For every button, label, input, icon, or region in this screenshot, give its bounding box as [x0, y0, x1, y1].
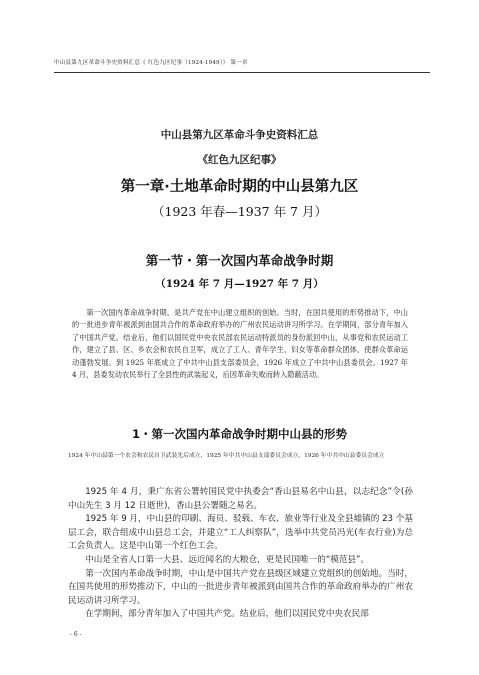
section-intro-paragraph: 第一次国内革命战争时期，是共产党在中山建立组织的创始。当时，在国共使用的形势推动下，中山的一批进步青年被派到由国共合作的革命政府举办的广州农民运动讲习所学习。在学期间，部分青年加入了中国共产党。结业后，他们以国民党中央农民部农民运动特派员的身份派回中山，从事党和农民运动工作，建立了县、区、乡农会和农民自卫军，成立了工人、青年学生、妇女等革命群众团体，使群众革命运动蓬勃发展。到 1925 年底成立了中共中山县支部委员会，1926 年成立了中共中山县委员会。1927 年 4 月，县委发动农民举行了全县性的武装起义，后因革命失败而转入隐蔽活动。 — [72, 308, 408, 380]
source-title: 中山县第九区革命斗争史资料汇总 — [160, 129, 319, 141]
subsection-title: 1・第一次国内革命战争时期中山县的形势 — [132, 427, 347, 441]
body-paragraph: 在学期间，部分青年加入了中国共产党。结业后，他们以国民党中央农民部 — [85, 609, 369, 620]
body-paragraph: 1925 年 4 月，秉广东省公署转国民党中执委会“香山县易名中山县，以志纪念”令(孙中山先生 3 月 12 日逝世)，香山县公署随之易名。 — [68, 487, 413, 511]
running-header: 中山县第九区革命斗争史资料汇总《 红色九区纪事（1924-1949）》 第一章 — [54, 60, 248, 66]
chapter-title: 第一章·土地革命时期的中山县第九区 — [120, 179, 359, 195]
body-text — [68, 482, 413, 622]
subsection-summary: 1924 年中山县第一个农会和农民自卫武装先后成立，1925 年中共中山县支部委员会成立，1926 年中共中山县委员会成立 — [68, 453, 385, 459]
section-date-range: （1924 年 7 月—1927 年 7 月） — [155, 278, 324, 290]
chapter-date-range: （1923 年春—1937 年 7 月） — [152, 204, 327, 219]
body-paragraph: 1925 年 9 月，中山县的印刷、海员、驳载、车衣、旅业等行业及全县墟镇的 23 个基层工会，联合组成中山县总工会，并建立“工人纠察队”，选举中共党员冯光(车衣行业)为总工会负责人。这是中山第一个红色工会。 — [68, 514, 413, 552]
body-paragraph: 第一次国内革命战争时期，中山是中国共产党在县级区域建立党组织的创始地。当时，在国共使用的形势推动下，中山的一批进步青年被派到由国共合作的革命政府举办的广州农民运动讲习所学习。 — [68, 568, 413, 606]
page-number: - 6 - — [70, 631, 82, 638]
section-title: 第一节・第一次国内革命战争时期 — [145, 253, 334, 268]
header-divider — [54, 72, 430, 73]
book-title: 《红色九区纪事》 — [197, 154, 282, 166]
body-paragraph: 中山是全省人口第一大县、远近闻名的大粮仓，更是民国唯一的“模范县”。 — [85, 554, 370, 565]
